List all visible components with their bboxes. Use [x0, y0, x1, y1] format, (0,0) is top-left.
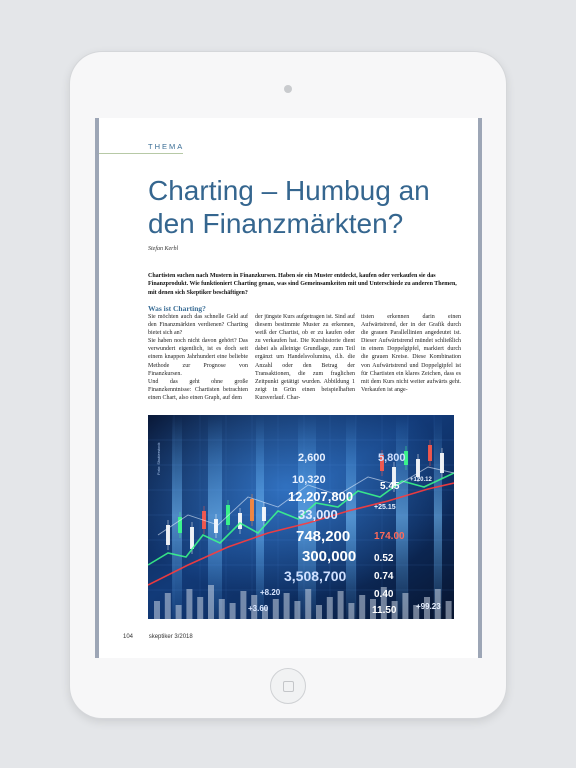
light-column — [434, 415, 442, 619]
volume-bar — [219, 599, 225, 619]
volume-bar — [273, 599, 279, 619]
camera-icon — [284, 85, 292, 93]
section-heading: Was ist Charting? — [148, 304, 206, 313]
volume-bar — [197, 597, 203, 619]
volume-bar — [327, 597, 333, 619]
ticker-number: +8.20 — [260, 588, 281, 597]
author-name: Stefan Kerbl — [148, 246, 179, 252]
paragraph: Und das geht ohne große Finanzkenntnisse: Chartisten betrachten einen Chart, also einen Graph, auf dem — [148, 378, 248, 401]
volume-bar — [305, 589, 311, 619]
volume-bar — [348, 603, 354, 619]
page-number: 104 — [123, 634, 134, 640]
candle-body — [226, 505, 230, 525]
volume-bar — [338, 591, 344, 619]
title-line-2: den Finanzmärkten? — [148, 208, 404, 239]
page-footer — [123, 634, 193, 640]
ticker-number: +3.60 — [248, 604, 269, 613]
ticker-number: 33,000 — [298, 507, 338, 522]
volume-bar — [359, 595, 365, 619]
ticker-number: 12,207,800 — [288, 489, 354, 504]
text-column-2 — [255, 313, 355, 402]
ticker-number: 11.50 — [372, 605, 397, 616]
ticker-number: 2,600 — [298, 452, 326, 464]
section-kicker: THEMA — [148, 142, 185, 151]
volume-bar — [446, 601, 452, 619]
candle-body — [428, 445, 432, 461]
lead-paragraph: Chartisten suchen nach Mustern in Finanzkursen. Haben sie ein Muster entdeckt, kaufen oder verkaufen sie das Finanzprodukt. Wie funktioniert Charting genau, was sind Gemeinsamkeiten mit und Unterschiede zu anderen Themen, mit denen sich Skeptiker beschäftigen? — [148, 273, 457, 296]
candle-body — [190, 527, 194, 549]
kicker-divider — [99, 153, 183, 154]
volume-bar — [402, 593, 408, 619]
ticker-number: 0.52 — [374, 553, 394, 564]
volume-bar — [176, 605, 182, 619]
magazine-page — [95, 118, 482, 658]
paragraph: Sie möchten auch das schnelle Geld auf den Finanzmärkten verdienen? Charting bietet sich an? — [148, 314, 248, 337]
ticker-number: 3,508,700 — [284, 568, 347, 584]
volume-bar — [230, 603, 236, 619]
volume-bar — [316, 605, 322, 619]
candle-body — [238, 513, 242, 529]
volume-bar — [240, 591, 246, 619]
light-column — [396, 415, 408, 619]
text-column-1 — [148, 313, 248, 402]
light-column — [346, 415, 356, 619]
ticker-number: +25.15 — [374, 504, 396, 511]
volume-bar — [284, 593, 290, 619]
stock-chart-photo — [148, 415, 454, 619]
ticker-number: 5.45 — [380, 481, 400, 492]
photo-credit: Foto: Shutterstock — [156, 442, 161, 475]
ticker-number: 10,320 — [292, 474, 326, 486]
text-column-3 — [361, 313, 461, 394]
candle-body — [214, 519, 218, 533]
title-line-1: Charting – Humbug an — [148, 175, 430, 206]
article-title — [148, 174, 468, 240]
volume-bar — [294, 601, 300, 619]
volume-bar — [154, 601, 160, 619]
candle-body — [250, 499, 254, 521]
paragraph: Sie haben noch nicht davon gehört? Das verwundert eigentlich, ist es doch seit einem knappen Jahrhundert eine beliebte Methode zur Prognose von Finanzkursen. — [148, 338, 248, 377]
home-button[interactable] — [270, 668, 306, 704]
ticker-number: 5,800 — [378, 452, 406, 464]
stock-chart-photo-svg — [148, 415, 454, 619]
paragraph: tisten erkennen darin einen Aufwärtstrend, der in der Grafik durch die grauen Parallellinien angedeutet ist. Dieser Aufwärtstrend mündet schließlich in einem Doppelgipfel, markiert durch die grauen Kreise. Diese Kombination von Aufwärtstrend und Doppelgipfel ist für Chartisten ein klares Zeichen, dass es mit dem Kurs nicht weiter aufwärts geht. Verkaufen ist ange- — [361, 314, 461, 393]
ticker-number: +120.12 — [410, 477, 432, 483]
volume-bar — [186, 589, 192, 619]
ticker-number: 174.00 — [374, 531, 405, 542]
ticker-number: 748,200 — [296, 528, 351, 545]
magazine-issue: skeptiker 3/2018 — [148, 634, 193, 640]
candle-body — [262, 507, 266, 521]
page-edge-bar-right — [478, 118, 482, 658]
ticker-number: 300,000 — [302, 548, 357, 565]
paragraph: der jüngste Kurs aufgetragen ist. Sind auf diesem bestimmte Muster zu erkennen, weiß der Chartist, ob er zu kaufen oder zu verkaufen hat. Die Kurshistorie dient dabei als alleinige Grundlage, zum Teil ergänzt um Handelsvolumina, d.h. die Anzahl oder den Betrag der Transaktionen, die zum fraglichen Zeitpunkt getätigt wurden. Abbildung 1 zeigt in Grün einen beispielhaften Kursverlauf. Char- — [255, 314, 355, 401]
ticker-number: 0.40 — [374, 589, 394, 600]
volume-bar — [208, 585, 214, 619]
volume-bar — [165, 593, 171, 619]
ticker-number: 0.74 — [374, 571, 394, 582]
page-edge-bar-left — [95, 118, 99, 658]
home-square-icon — [283, 681, 294, 692]
ticker-number: +99.23 — [416, 602, 441, 611]
